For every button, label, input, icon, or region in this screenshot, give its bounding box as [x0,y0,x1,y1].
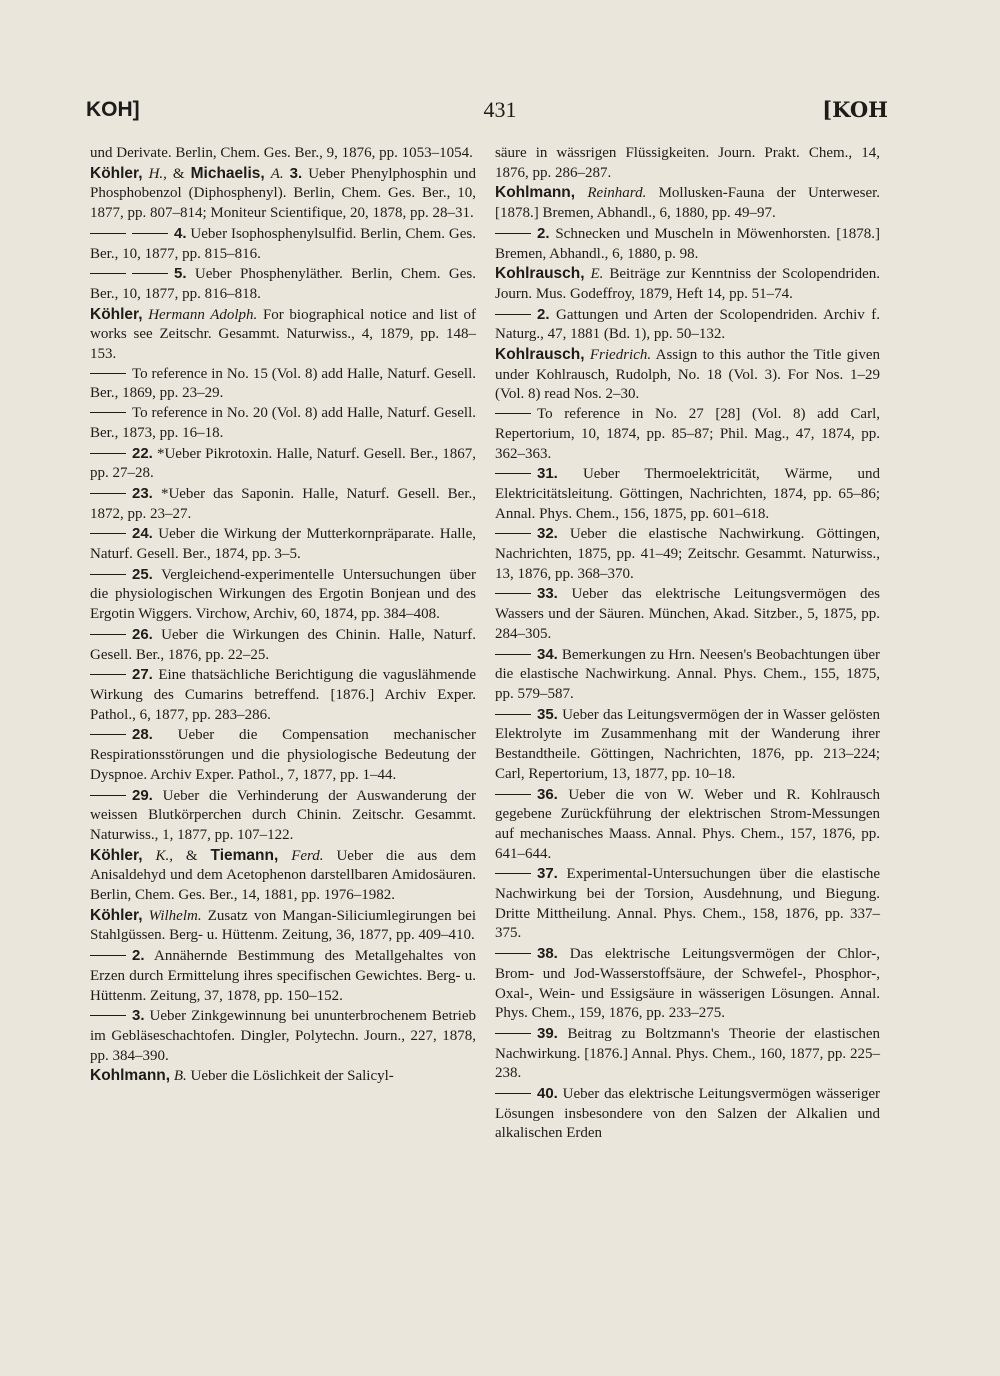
entry-number: 23. [132,484,153,502]
bib-entry [495,305,880,345]
entry-text: To reference in No. 15 (Vol. 8) add Halle, Naturf. Gesell. Ber., 1869, pp. 23–29. [90,365,476,402]
ditto-rule [495,794,531,795]
entry-text: Schnecken und Muscheln in Möwenhorsten. [1878.] Bremen, Abhandl., 6, 1880, p. 98. [495,225,881,262]
entry-number: 2. [537,224,550,242]
ditto-rule [495,1033,531,1034]
bib-entry [90,144,476,164]
entry-text: Beitrag zu Boltzmann's Theorie der elastischen Nachwirkung. [1876.] Annal. Phys. Chem., 160, 1877, pp. 225–238. [495,1025,880,1082]
bib-entry [495,1084,880,1144]
bib-entry [90,264,476,304]
entry-text: Bemerkungen zu Hrn. Neesen's Beobachtungen über die elastische Nachwirkung. Annal. Phys. Chem., 155, 1875, pp. 579–587. [495,646,881,702]
entry-number: 22. [132,444,153,462]
entry-number: 3. [289,164,303,182]
entry-number: 24. [132,525,153,543]
author-given-name: E. [590,266,604,283]
bib-entry [90,365,476,404]
ditto-rule [495,533,531,534]
ditto-rule [132,273,168,274]
author-surname: Kohlrausch, [495,346,585,364]
coauthor-surname: Tiemann, [210,846,279,864]
bib-entry [495,584,880,644]
bib-entry [90,946,476,1006]
ditto-rule [495,473,531,474]
bib-entry [90,625,476,665]
entry-text: Assign to this author the Title given under Kohlrausch, Rudolph, No. 18 (Vol. 3). For Nos. 1–29 (Vol. 8) read Nos. 2–30. [495,347,880,403]
ditto-rule [90,373,126,374]
author-given-name: Hermann Adolph. [148,306,258,323]
bib-entry [495,524,880,584]
author-surname: Kohlmann, [90,1067,171,1085]
bib-entry [495,464,880,524]
entry-text: Das elektrische Leitungsvermögen der Chlor-, Brom- und Jod-Wasserstoffsäure, der Schwefel-, Phosphor-, Oxal-, Wein- und Essigsäure in wässerigen Lösungen. Annal. Phys. Chem., 159, 1876, pp. 233–275. [495,946,880,1022]
bib-entry [90,1006,476,1066]
bib-entry [90,164,476,224]
bib-entry [495,224,880,264]
ditto-rule [90,273,126,274]
ditto-rule [90,574,126,575]
bib-entry [495,1024,880,1084]
entry-text: Ueber die Compensation mechanischer Respirationsstörungen und die physiologische Bedeutung der Dyspnoe. Archiv Exper. Pathol., 7, 1877, pp. 1–44. [90,727,476,783]
entry-number: 34. [537,645,558,663]
ditto-rule [90,1015,126,1016]
ditto-rule [495,314,531,315]
bib-entry [495,785,880,865]
entry-text: Ueber Phosphenyläther. Berlin, Chem. Ges. Ber., 10, 1877, pp. 816–818. [90,266,476,302]
entry-text: Eine thatsächliche Berichtigung die vaguslähmende Wirkung des Cumarins betreffend. [1876.] Archiv Exper. Pathol., 6, 1877, pp. 283–286. [90,667,476,723]
entry-text: Beiträge zur Kenntniss der Scolopendriden. Journ. Mus. Godeffroy, 1879, Heft 14, pp. 51–74. [495,266,881,302]
entry-text: Ueber Zinkgewinnung bei ununterbrochenem Betrieb im Gebläseschachtofen. Dingler, Polytechn. Journ., 227, 1878, pp. 384–390. [90,1008,476,1064]
entry-text: Zusatz von Mangan-Siliciumlegirungen bei Stahlgüssen. Berg- u. Hüttenm. Zeitung, 36, 1877, pp. 409–410. [90,907,477,944]
entry-text: Ueber das elektrische Leitungsvermögen des Wassers und der Säuren. München, Akad. Sitzber., 5, 1875, pp. 284–305. [495,586,881,642]
author-surname: Kohlmann, [495,184,576,202]
bib-entry [90,906,476,946]
entry-text: säure in wässrigen Flüssigkeiten. Journ. Prakt. Chem., 14, 1876, pp. 286–287. [495,145,880,181]
entry-text: Ueber Thermoelektricität, Wärme, und Elektricitätsleitung. Göttingen, Nachrichten, 1874, pp. 65–86; Annal. Phys. Chem., 156, 1875, pp. 601–618. [495,466,880,522]
author-given-name: K., [155,847,173,864]
entry-number: 40. [537,1085,558,1103]
bib-entry [90,524,476,564]
entry-number: 33. [537,585,558,603]
entry-text: Ueber die Wirkungen des Chinin. Halle, Naturf. Gesell. Ber., 1876, pp. 22–25. [90,626,476,663]
entry-number: 25. [132,565,153,583]
entry-text: Ueber Phenylphosphin und Phosphobenzol (Diphosphenyl). Berlin, Chem. Ges. Ber., 10, 1877, pp. 807–814; Moniteur Scientifique, 20, 1878, pp. 28–31. [90,165,477,222]
author-surname: Köhler, [90,906,143,924]
entry-text: Ueber die elastische Nachwirkung. Göttingen, Nachrichten, 1875, pp. 41–49; Zeitschr. Gesammt. Naturwiss., 13, 1876, pp. 368–370. [495,526,880,582]
entry-number: 2. [537,305,550,323]
bib-entry [495,705,880,785]
ditto-rule [132,233,168,234]
bib-entry [90,484,476,524]
ditto-rule [90,453,126,454]
entry-text: *Ueber das Saponin. Halle, Naturf. Gesell. Ber., 1872, pp. 23–27. [90,485,476,522]
bib-entry [90,665,476,725]
entry-text: Vergleichend-experimentelle Untersuchungen über die physiologischen Wirkungen des Ergotin Bonjean und des Ergotin Wiggers. Virchow, Archiv, 60, 1874, pp. 384–408. [90,566,476,623]
ditto-rule [495,413,531,414]
entry-text: Ueber die Verhinderung der Auswanderung der weissen Blutkörperchen durch Chinin. Zeitschr. Gesammt. Naturwiss., 1, 1877, pp. 107–122. [90,787,476,843]
author-given-name: B. [173,1068,187,1085]
entry-number: 4. [174,224,187,242]
entry-text: Ueber die von W. Weber und R. Kohlrausch gegebene Zurückführung der elektrischen Strom-Messungen auf mechanisches Maass. Annal. Phys. Chem., 157, 1876, pp. 641–644. [495,786,880,862]
entry-number: 32. [537,525,558,543]
entry-number: 5. [174,265,187,283]
ditto-rule [90,634,126,635]
entry-text: und Derivate. Berlin, Chem. Ges. Ber., 9, 1876, pp. 1053–1054. [90,145,473,161]
ditto-rule [90,233,126,234]
entry-text: Gattungen und Arten der Scolopendriden. Archiv f. Naturg., 47, 1881 (Bd. 1), pp. 50–132. [495,306,880,343]
coauthor-surname: Michaelis, [190,164,265,182]
bib-entry [90,224,476,264]
ampersand: & [185,847,198,864]
page-number: 431 [483,97,517,122]
entry-text: To reference in No. 20 (Vol. 8) add Halle, Naturf. Gesell. Ber., 1873, pp. 16–18. [90,405,476,441]
left-column [90,144,476,1087]
ditto-rule [90,795,126,796]
bib-entry [90,786,476,846]
entry-text: Ueber die Wirkung der Mutterkornpräparate. Halle, Naturf. Gesell. Ber., 1874, pp. 3–5. [90,526,477,563]
ditto-rule [495,233,531,234]
ditto-rule [90,493,126,494]
ditto-rule [495,1093,531,1094]
entry-number: 28. [132,726,153,744]
entry-text: Annähernde Bestimmung des Metallgehaltes von Erzen durch Ermittelung ihres specifischen Gewichtes. Berg- u. Hüttenm. Zeitung, 37, 1878, pp. 150–152. [90,948,476,1004]
bib-entry [90,846,476,906]
ditto-rule [90,734,126,735]
bib-entry [90,725,476,785]
right-column [495,144,880,1144]
entry-text: Ueber das Leitungsvermögen der in Wasser gelösten Elektrolyte im Zusammenhang mit der Wanderung ihrer Bestandtheile. Göttingen, Nachrichten, 1876, pp. 213–224; Carl, Repertorium, 13, 1877, pp. 10–18. [495,706,881,782]
bib-entry [495,645,880,705]
bib-entry [495,864,880,944]
ampersand: & [172,165,185,182]
bib-entry [90,565,476,625]
ditto-rule [495,654,531,655]
entry-text: To reference in No. 27 [28] (Vol. 8) add Carl, Repertorium, 10, 1874, pp. 85–87; Phil. Mag., 47, 1874, pp. 362–363. [495,406,880,462]
entry-number: 39. [537,1024,558,1042]
entry-number: 2. [132,947,145,965]
entry-number: 27. [132,666,153,684]
entry-text: Ueber die aus dem Anisaldehyd und dem Acetophenon darstellbaren Amidosäuren. Berlin, Chem. Ges. Ber., 14, 1881, pp. 1976–1982. [90,847,477,904]
running-head-right: [KOH [822,97,888,122]
bib-entry [90,305,476,365]
ditto-rule [90,955,126,956]
ditto-rule [495,873,531,874]
bib-entry [495,944,880,1024]
ditto-rule [495,714,531,715]
ditto-rule [90,533,126,534]
author-surname: Köhler, [90,305,143,323]
entry-text: For biographical notice and list of works see Zeitschr. Gesammt. Naturwiss., 4, 1879, pp. 148–153. [90,306,477,363]
entry-number: 35. [537,705,558,723]
bib-entry [90,1066,476,1087]
coauthor-given-name: Ferd. [291,847,324,864]
ditto-rule [90,674,126,675]
bib-entry [495,264,880,304]
bib-entry [495,345,880,405]
bib-entry [495,183,880,223]
bib-entry [90,404,476,443]
bib-entry [90,444,476,484]
entry-number: 29. [132,786,153,804]
entry-text: *Ueber Pikrotoxin. Halle, Naturf. Gesell. Ber., 1867, pp. 27–28. [90,445,477,482]
entry-text: Experimental-Untersuchungen über die elastische Nachwirkung bei der Torsion, Ausdehnung, und Biegung. Dritte Mittheilung. Annal. Phys. Chem., 158, 1876, pp. 337–375. [495,866,880,942]
bib-entry [495,144,880,183]
ditto-rule [495,593,531,594]
entry-text: Ueber Isophosphenylsulfid. Berlin, Chem. Ges. Ber., 10, 1877, pp. 815–816. [90,225,476,262]
author-surname: Kohlrausch, [495,265,585,283]
entry-number: 31. [537,465,558,483]
author-given-name: H., [148,165,167,182]
author-given-name: Friedrich. [589,347,652,364]
author-given-name: Wilhelm. [148,907,202,924]
entry-number: 3. [132,1007,145,1025]
entry-number: 37. [537,865,558,883]
bib-entry [495,405,880,464]
ditto-rule [90,412,126,413]
ditto-rule [495,953,531,954]
entry-number: 38. [537,945,558,963]
entry-number: 26. [132,625,153,643]
entry-text: Mollusken-Fauna der Unterweser. [1878.] Bremen, Abhandl., 6, 1880, pp. 49–97. [495,185,881,222]
entry-number: 36. [537,785,558,803]
author-given-name: Reinhard. [587,185,647,202]
running-head-left: KOH] [86,98,140,121]
entry-text: Ueber die Löslichkeit der Salicyl- [190,1068,394,1085]
coauthor-given-name: A. [270,165,284,182]
entry-text: Ueber das elektrische Leitungsvermögen wässeriger Lösungen insbesondere von den Salzen der Alkalien und alkalischen Erden [495,1086,881,1142]
author-surname: Köhler, [90,164,143,182]
author-surname: Köhler, [90,846,143,864]
